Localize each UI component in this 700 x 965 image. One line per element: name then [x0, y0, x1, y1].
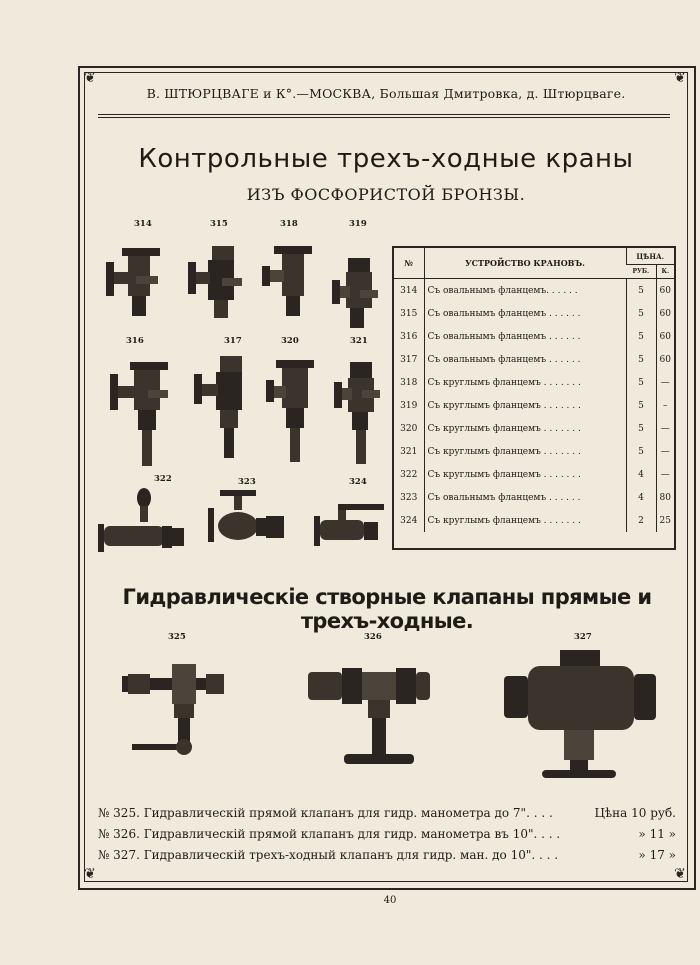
corner-ornament-icon: ❦ [674, 866, 686, 882]
clapan-326-illustration-icon [296, 664, 436, 770]
item-price: » 17 » [638, 848, 676, 862]
valve-320-illustration-icon [264, 358, 316, 464]
row-kop: 60 [656, 348, 674, 371]
table-header-no: № [394, 248, 424, 279]
header-rule [98, 117, 670, 118]
row-desc: Съ круглымъ фланцемъ . . . . . . . [424, 463, 626, 486]
row-rub: 5 [626, 394, 656, 417]
valve-number: 317 [224, 336, 242, 346]
row-desc: Съ круглымъ фланцемъ . . . . . . . [424, 417, 626, 440]
price-table [392, 246, 676, 550]
row-kop: — [656, 463, 674, 486]
row-rub: 5 [626, 302, 656, 325]
row-rub: 5 [626, 348, 656, 371]
row-no: 318 [400, 377, 418, 388]
valve-319-illustration-icon [330, 256, 380, 330]
table-row [394, 486, 674, 509]
row-kop: 60 [656, 325, 674, 348]
row-desc: Съ овальнымъ фланцемъ . . . . . . [424, 348, 626, 371]
page-number: 40 [383, 895, 397, 906]
clapan-number: 327 [574, 632, 592, 642]
item-description: Гидравлическій трехъ-ходный клапанъ для гидр. ман. до 10". . . . [143, 848, 559, 862]
valve-number: 323 [238, 477, 256, 487]
valve-315-illustration-icon [186, 244, 244, 320]
row-no: 317 [400, 354, 418, 365]
table-row [394, 394, 674, 417]
row-kop: — [656, 440, 674, 463]
valve-number: 319 [349, 219, 367, 229]
item-price: » 11 » [638, 827, 676, 841]
row-kop: – [656, 394, 674, 417]
clapan-number: 326 [364, 632, 382, 642]
price-line [98, 827, 676, 841]
valve-322-illustration-icon [96, 486, 188, 556]
valve-321-illustration-icon [332, 360, 382, 466]
corner-ornament-icon: ❦ [674, 70, 686, 86]
valve-324-illustration-icon [312, 500, 386, 550]
valve-number: 322 [154, 474, 172, 484]
row-kop: — [656, 371, 674, 394]
table-row [394, 348, 674, 371]
row-desc: Съ круглымъ фланцемъ . . . . . . . [424, 440, 626, 463]
item-number: № 327. [98, 848, 140, 862]
row-desc: Съ круглымъ фланцемъ . . . . . . . [424, 394, 626, 417]
valve-317-illustration-icon [192, 354, 248, 460]
row-rub: 4 [626, 463, 656, 486]
section-title: Гидравлическіе створные клапаны прямые и трехъ-ходные. [122, 585, 652, 633]
row-no: 320 [400, 423, 418, 434]
table-header-desc: УСТРОЙСТВО КРАНОВЪ. [424, 248, 626, 279]
row-kop: 25 [656, 509, 674, 532]
item-number: № 325. [98, 806, 140, 820]
corner-ornament-icon: ❦ [84, 866, 96, 882]
valve-number: 324 [349, 477, 367, 487]
table-header-kop: К. [656, 265, 674, 279]
row-desc: Съ овальнымъ фланцемъ. . . . . . [424, 279, 626, 303]
valve-number: 318 [280, 219, 298, 229]
clapan-327-illustration-icon [500, 646, 660, 782]
clapan-325-illustration-icon [120, 660, 238, 766]
row-desc: Съ овальнымъ фланцемъ . . . . . . [424, 302, 626, 325]
row-rub: 5 [626, 440, 656, 463]
table-row [394, 325, 674, 348]
row-kop: 60 [656, 302, 674, 325]
valve-323-illustration-icon [206, 488, 286, 546]
valve-316-illustration-icon [108, 360, 170, 468]
row-rub: 2 [626, 509, 656, 532]
valve-number: 316 [126, 336, 144, 346]
clapan-number: 325 [168, 632, 186, 642]
row-no: 323 [400, 492, 418, 503]
header-rule [98, 114, 670, 115]
table-row [394, 440, 674, 463]
row-rub: 5 [626, 371, 656, 394]
table-row [394, 279, 674, 303]
row-no: 321 [400, 446, 418, 457]
table-header-price: ЦѢНА. [626, 248, 674, 265]
price-line [98, 806, 676, 820]
row-kop: 80 [656, 486, 674, 509]
row-no: 319 [400, 400, 418, 411]
valve-314-illustration-icon [104, 240, 164, 320]
row-desc: Съ круглымъ фланцемъ . . . . . . . [424, 371, 626, 394]
item-description: Гидравлическій прямой клапанъ для гидр. манометра до 7". . . . [143, 806, 553, 820]
item-number: № 326. [98, 827, 140, 841]
page-subtitle: ИЗЪ ФОСФОРИСТОЙ БРОНЗЫ. [246, 185, 526, 204]
item-description: Гидравлическій прямой клапанъ для гидр. манометра въ 10". . . . [143, 827, 561, 841]
row-desc: Съ овальнымъ фланцемъ . . . . . . [424, 486, 626, 509]
corner-ornament-icon: ❦ [84, 70, 96, 86]
page-title: Контрольные трехъ-ходные краны [138, 144, 634, 174]
row-kop: — [656, 417, 674, 440]
table-header-rub: РУБ. [626, 265, 656, 279]
table-row [394, 302, 674, 325]
table-row [394, 509, 674, 532]
table-row [394, 371, 674, 394]
valve-number: 321 [350, 336, 368, 346]
valve-318-illustration-icon [260, 240, 316, 318]
valve-number: 320 [281, 336, 299, 346]
row-rub: 5 [626, 325, 656, 348]
row-rub: 5 [626, 417, 656, 440]
row-no: 322 [400, 469, 418, 480]
row-no: 316 [400, 331, 418, 342]
item-price: Цѣна 10 руб. [594, 806, 676, 820]
row-no: 314 [400, 285, 418, 296]
valve-number: 314 [134, 219, 152, 229]
row-rub: 5 [626, 279, 656, 303]
row-no: 315 [400, 308, 418, 319]
row-desc: Съ овальнымъ фланцемъ . . . . . . [424, 325, 626, 348]
table-row [394, 417, 674, 440]
row-no: 324 [400, 515, 418, 526]
valve-number: 315 [210, 219, 228, 229]
row-desc: Съ круглымъ фланцемъ . . . . . . . [424, 509, 626, 532]
price-line [98, 848, 676, 862]
publisher-header: В. ШТЮРЦВАГЕ и К°.—МОСКВА, Большая Дмитровка, д. Штюрцваге. [146, 86, 626, 101]
row-rub: 4 [626, 486, 656, 509]
row-kop: 60 [656, 279, 674, 303]
table-row [394, 463, 674, 486]
